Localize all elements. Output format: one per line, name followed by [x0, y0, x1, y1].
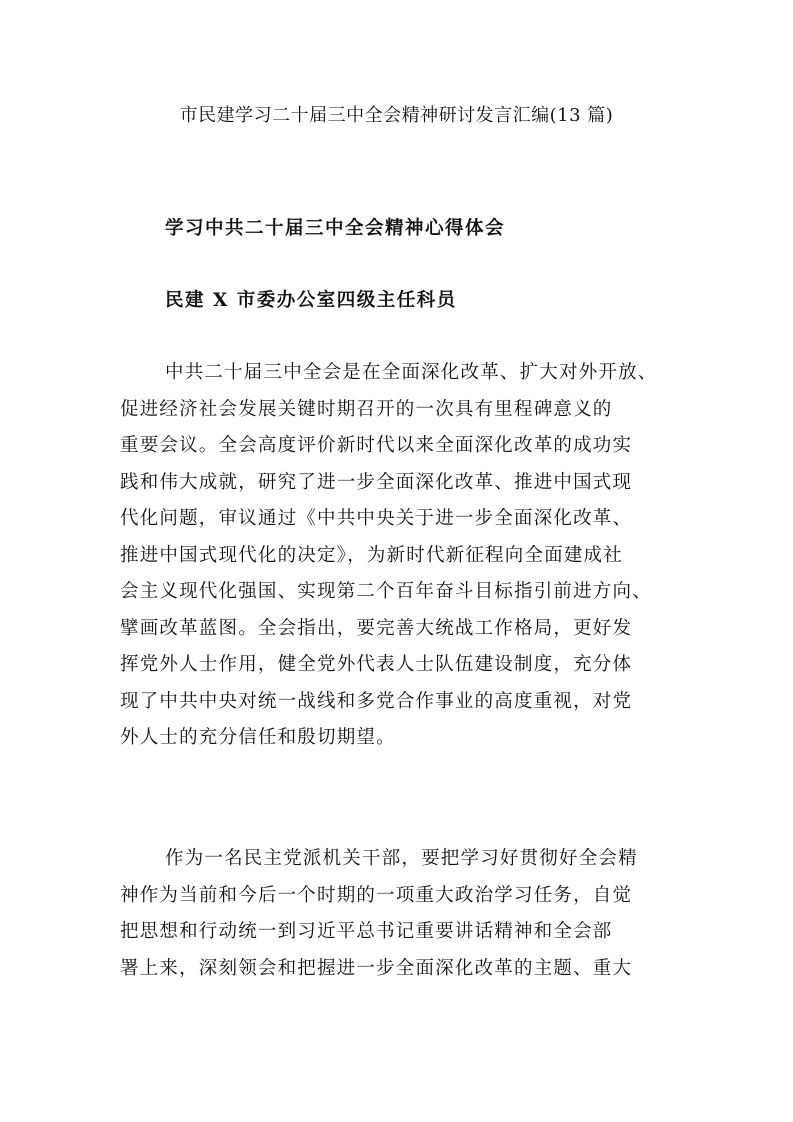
- paragraph-line: 把思想和行动统一到习近平总书记重要讲话精神和全会部: [120, 921, 613, 942]
- paragraph-line: 现了中共中央对统一战线和多党合作事业的高度重视，对党: [120, 690, 633, 712]
- section-heading: 学习中共二十届三中全会精神心得体会: [165, 218, 506, 239]
- paragraph-line: 署上来，深刻领会和把握进一步全面深化改革的主题、重大: [120, 957, 633, 979]
- author-line: 民建 X 市委办公室四级主任科员: [165, 290, 457, 311]
- paragraph-line: 擘画改革蓝图。全会指出，要完善大统战工作格局，更好发: [120, 617, 633, 639]
- paragraph-line: 重要会议。全会高度评价新时代以来全面深化改革的成功实: [120, 435, 633, 456]
- paragraph-line: 中共二十届三中全会是在全面深化改革、扩大对外开放、: [165, 362, 658, 383]
- paragraph-line: 挥党外人士作用，健全党外代表人士队伍建设制度，充分体: [120, 654, 633, 675]
- paragraph-2: [120, 841, 700, 987]
- paragraph-line: 践和伟大成就，研究了进一步全面深化改革、推进中国式现: [120, 471, 633, 493]
- paragraph-line: 代化问题，审议通过《中共中央关于进一步全面深化改革、: [120, 508, 633, 529]
- paragraph-line: 外人士的充分信任和殷切期望。: [120, 727, 396, 748]
- document-title: 市民建学习二十届三中全会精神研讨发言汇编(13 篇): [179, 105, 614, 126]
- paragraph-line: 促进经济社会发展关键时期召开的一次具有里程碑意义的: [120, 398, 613, 420]
- paragraph-line: 会主义现代化强国、实现第二个百年奋斗目标指引前进方向、: [120, 581, 652, 602]
- paragraph-1: [120, 355, 700, 757]
- paragraph-line: 作为一名民主党派机关干部，要把学习好贯彻好全会精: [165, 848, 638, 869]
- paragraph-line: 神作为当前和今后一个时期的一项重大政治学习任务，自觉: [120, 884, 633, 906]
- paragraph-line: 推进中国式现代化的决定》，为新时代新征程向全面建成社: [120, 544, 623, 566]
